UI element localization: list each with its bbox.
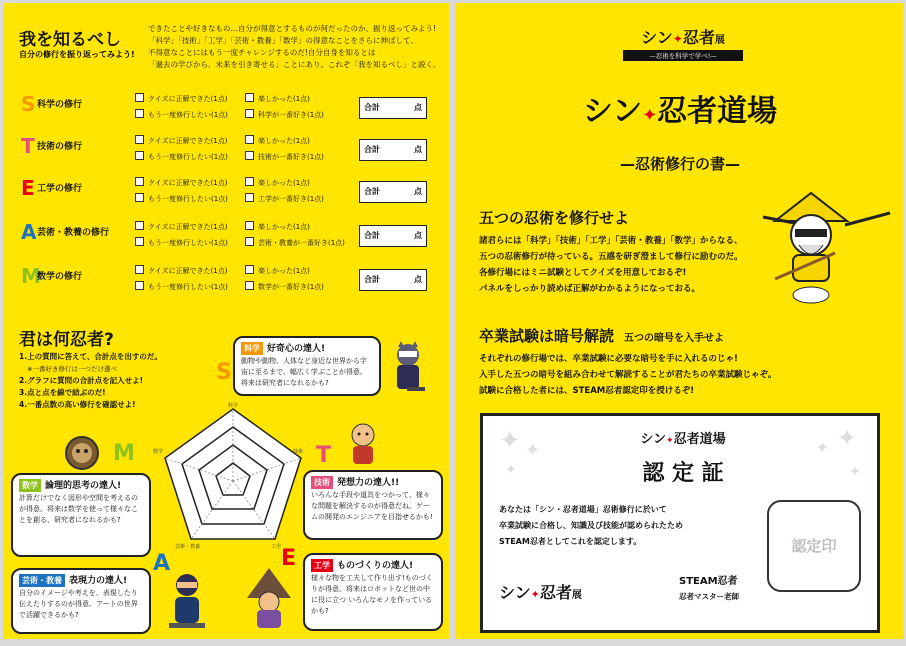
ninja-boy-icon [343,421,383,467]
radar-letter-t: T [316,443,332,468]
cert-signature [679,572,739,602]
score-box[interactable] [359,97,427,119]
row-letter: M [21,264,41,288]
row-letter: E [21,176,35,200]
signature-name: 忍者マスター老師 [679,592,739,601]
radar-letter-e: E [281,546,297,571]
radar-letter-a: A [153,551,171,576]
bubble-science [233,336,381,396]
logo-mark: 忍者 [682,28,715,47]
checkbox-again[interactable]: もう一度修行したい(1点) [135,281,228,293]
row-label: 技術の修行 [37,142,83,152]
row-science [21,93,431,131]
checkbox-quiz[interactable]: クイズに正解できた(1点) [135,93,228,105]
checkbox-again[interactable]: もう一度修行したい(1点) [135,151,228,163]
section1-title: 五つの忍術を修行せよ [479,209,630,227]
bubble-tag: 芸術・教養 [19,574,65,587]
checkbox-favorite[interactable]: 芸術・教養が一番好き(1点) [245,237,345,249]
checkbox-fun[interactable]: 楽しかった(1点) [245,177,310,189]
cert-header-part: 道場 [699,432,726,447]
sparkle-icon: ✦ [849,464,861,480]
checkbox-quiz[interactable]: クイズに正解できた(1点) [135,177,228,189]
section1-line: 各修行場にはミニ試験としてクイズを用意しておるぞ! [479,268,687,278]
signature-title: STEAM忍者 [679,576,738,587]
checkbox-again[interactable]: もう一度修行したい(1点) [135,109,228,121]
cert-line: 卒業試験に合格し、知識及び技能が認められたため [499,521,683,530]
sparkle-icon: ✦ [836,424,857,452]
logo-suffix: 展 [714,35,725,46]
self-review-title: 我を知るべし [19,30,121,50]
section2-line: 試験に合格した者には、STEAM忍者認定印を授けるぞ! [479,386,695,396]
bubble-tag: 工学 [311,559,333,572]
score-unit: 点 [414,103,422,112]
radar-chart[interactable] [153,401,313,561]
score-box[interactable] [359,181,427,203]
ninja-cat-icon [387,341,429,397]
bubble-tech [303,470,443,540]
shuriken-icon: ✦ [666,436,674,446]
bubble-tag: 科学 [241,342,263,355]
score-label: 合計 [364,275,380,284]
section1-line: 五つの忍術修行が待っている。五感を研ぎ澄まして修行に励むのだ。 [479,252,743,262]
score-box[interactable] [359,225,427,247]
dojo-title-part: シン [582,94,643,129]
ninja-math-icon [61,433,103,473]
step-item: 1.上の質問に答えて、合計点を出すのだ。 [19,352,162,361]
logo-tagline: —忍術を科学で学べ!— [623,50,743,61]
section1-line: パネルをしっかり読めば正解がわかるようになっておる。 [479,284,701,294]
bubble-text: 様々な物を工夫して作り出す!ものづくりが得意。将来はロボットなど世の中に役に立つ いろんなモノを作っているかも? [311,574,433,615]
bubble-eng [303,553,443,631]
bubble-text: 自分のイメージや考えを、表現したり伝えたりするのが得意。アートの世界で活躍できるかも? [19,589,138,619]
section2-line: 入手した五つの暗号を組み合わせて解読することが君たちの卒業試験じゃぞ。 [479,370,777,380]
score-unit: 点 [414,231,422,240]
cert-body [499,502,769,550]
row-label: 芸術・教養の修行 [37,228,110,238]
row-math [21,265,431,303]
checkbox-favorite[interactable]: 技術が一番好き(1点) [245,151,324,163]
radar-letter-m: M [113,441,135,466]
section2-subheading: 五つの暗号を入手せよ [624,333,725,344]
cert-line: STEAM忍者としてこれを認定します。 [499,537,642,546]
bubble-heading: 論理的思考の達人! [45,481,122,491]
score-label: 合計 [364,231,380,240]
step-item: 4.一番点数の高い修行を確認せよ! [19,400,136,409]
shuriken-icon: ✦ [642,105,658,126]
exhibition-logo [623,25,743,61]
section2-line: それぞれの修行場では、卒業試験に必要な暗号を手に入れるのじゃ! [479,354,738,364]
row-engineering [21,177,431,215]
footer-logo-part: 展 [571,590,582,601]
bubble-title [241,342,373,356]
footer-logo-part: 忍者 [539,583,572,602]
score-unit: 点 [414,145,422,154]
right-page [455,3,903,639]
certificate [480,413,880,633]
bubble-heading: ものづくりの達人! [337,561,414,571]
bubble-text: 動物や動物、人体など身近な世界から宇宙に至るまで、幅広く学ぶことが得意。将来は研究者になれるかも? [241,357,367,387]
checkbox-again[interactable]: もう一度修行したい(1点) [135,237,228,249]
cert-title: 認 定 証 [642,461,724,486]
ninja-art-icon [163,571,211,631]
bubble-title [311,559,435,573]
cert-footer-logo [499,580,582,603]
ninja-witch-icon [241,568,297,630]
bubble-heading: 表現力の達人! [69,576,128,586]
checkbox-fun[interactable]: 楽しかった(1点) [245,265,310,277]
bubble-math [11,473,151,557]
bubble-heading: 好奇心の達人! [267,344,326,354]
checkbox-fun[interactable]: 楽しかった(1点) [245,93,310,105]
checkbox-favorite[interactable]: 数学が一番好き(1点) [245,281,324,293]
row-technology [21,135,431,173]
checkbox-quiz[interactable]: クイズに正解できた(1点) [135,265,228,277]
checkbox-again[interactable]: もう一度修行したい(1点) [135,193,228,205]
checkbox-fun[interactable]: 楽しかった(1点) [245,221,310,233]
sparkle-icon: ✦ [499,426,521,456]
bubble-title [311,476,435,490]
self-review-subtitle: 自分の修行を振り返ってみよう! [19,50,135,59]
row-letter: T [21,134,35,158]
dojo-title-part: 忍者 [657,94,718,129]
step-item: 2.グラフに質問の合計点を記入せよ! [19,376,143,385]
intro-line: 「科学」「技術」「工学」「芸術・教養」「数学」の得意なことをさらに伸ばして、 [148,36,418,45]
checkbox-fun[interactable]: 楽しかった(1点) [245,135,310,147]
question-title: 君は何忍者? [19,330,114,350]
score-label: 合計 [364,103,380,112]
intro-text [148,23,443,71]
step-item: 3.点と点を線で結ぶのだ! [19,388,106,397]
footer-logo-part: シン [499,583,531,602]
row-label: 科学の修行 [37,100,83,110]
step-note: ※一番好き修行は一つだけ選べ [27,365,117,373]
sparkle-icon: ✦ [525,440,541,461]
bubble-title [19,574,143,588]
intro-line: できたことや好きなもの…自分が得意とするものが何だったのか、振り返ってみよう! [148,24,437,33]
section2-body [479,351,889,399]
section1-line: 諸君らには「科学」「技術」「工学」「芸術・教養」「数学」からなる、 [479,236,743,246]
row-label: 工学の修行 [37,184,83,194]
cert-header-part: 忍者 [673,432,700,447]
checkbox-favorite[interactable]: 工学が一番好き(1点) [245,193,324,205]
score-label: 合計 [364,187,380,196]
cert-line: あなたは「シン・忍者道場」忍術修行に於いて [499,505,667,514]
left-page [3,3,449,639]
score-label: 合計 [364,145,380,154]
radar-label-art: 芸術・教養 [175,544,201,550]
sparkle-icon: ✦ [815,438,829,457]
row-letter: A [21,220,37,244]
cert-header-part: シン [640,432,667,447]
dojo-title [545,95,815,133]
bubble-title [19,479,143,493]
score-box[interactable] [359,139,427,161]
score-unit: 点 [414,187,422,196]
shuriken-icon: ✦ [530,588,540,601]
bubble-tag: 数学 [19,479,41,492]
checkbox-quiz[interactable]: クイズに正解できた(1点) [135,135,228,147]
cert-header [603,428,763,447]
stamp-box[interactable]: 認定印 [767,500,861,592]
row-label: 数学の修行 [37,272,83,282]
bubble-text: いろんな手段や道具をつかって、様々な問題を解決するのが得意だね。ゲームの開発のエンジニアを目指せるかも! [311,491,433,521]
logo-text: シン [641,28,673,47]
score-box[interactable] [359,269,427,291]
section2-title [479,325,724,346]
bubble-art [11,568,151,634]
checkbox-favorite[interactable]: 科学が一番好き(1点) [245,109,324,121]
intro-line: 「過去の学びから、未来を引き寄せる」ことにあり。これぞ「我を知るべし」と説く。 [148,60,441,69]
section1-body [479,233,779,297]
radar-label-science: 科学 [227,403,239,409]
shuriken-icon: ✦ [672,32,683,46]
intro-line: 不得意なことにはもう一度チャレンジするのだ!自分自身を知るとは [148,48,376,57]
radar-label-tech: 技術 [293,449,304,455]
dojo-subtitle: —忍術修行の書— [619,155,740,173]
row-arts [21,221,431,259]
radar-label-eng: 工学 [271,544,282,550]
radar-letter-s: S [216,360,232,385]
sparkle-icon: ✦ [505,462,517,478]
row-letter: S [21,92,36,116]
checkbox-quiz[interactable]: クイズに正解できた(1点) [135,221,228,233]
bubble-tag: 技術 [311,476,333,489]
radar-label-math: 数学 [153,449,164,455]
dojo-title-part: 道場 [717,94,778,129]
bubble-text: 計算だけでなく図形や空間を考えるのが得意。将来は数学を使って様々なことを創る、研究者になれるかも? [19,494,138,524]
score-unit: 点 [414,275,422,284]
section2-heading: 卒業試験は暗号解読 [479,327,615,345]
bubble-heading: 発想力の達人!! [337,478,400,488]
